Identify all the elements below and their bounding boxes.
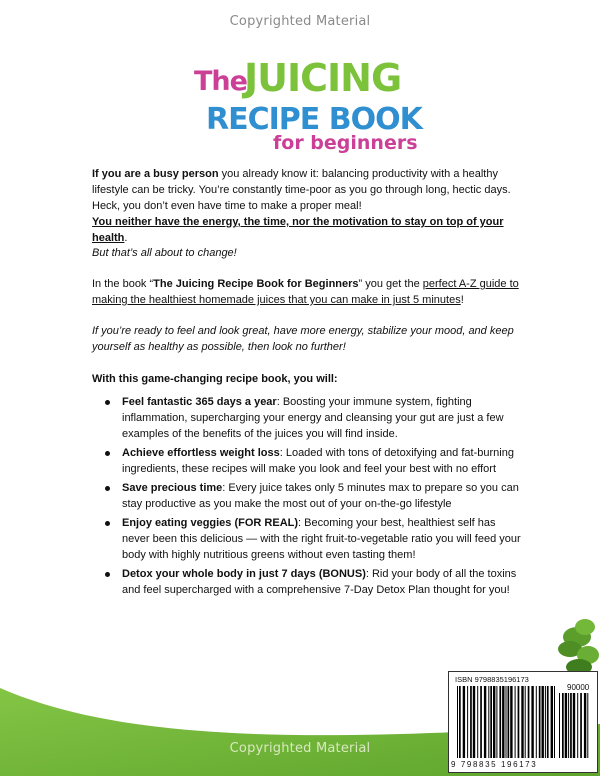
title-for-beginners: for beginners [273, 132, 418, 154]
price-code: 90000 [567, 683, 590, 692]
book-paragraph [92, 276, 522, 308]
benefit-text: : Rid your body of all the toxins and feel supercharged with a comprehensive 7-Day Detox Plan thought for you! [122, 568, 517, 596]
intro-line-4-end: . [124, 232, 128, 244]
copyright-watermark-top: Copyrighted Material [229, 14, 371, 29]
isbn-barcode [448, 671, 598, 773]
intro-line-4: You neither have the energy, the time, nor the motivation to stay on top of your health [92, 216, 504, 244]
benefits-heading: With this game-changing recipe book, you will: [92, 373, 338, 385]
copyright-watermark-bottom: Copyrighted Material [229, 741, 371, 756]
book-name: The Juicing Recipe Book for Beginners [153, 278, 359, 290]
benefit-item [92, 480, 522, 512]
benefit-item [92, 445, 522, 477]
benefit-title: Save precious time [122, 482, 223, 494]
bullet-icon [105, 521, 110, 526]
benefits-list-container [92, 394, 522, 601]
bullet-icon [105, 572, 110, 577]
guide-link-text: perfect A-Z guide to making the healthiest homemade juices that you can make in just 5 minutes [92, 278, 519, 306]
benefits-list [92, 394, 522, 598]
intro-line-3: Heck, you don’t even have time to make a proper meal! [92, 200, 362, 212]
book-paragraph-a: In the book “ [92, 278, 154, 290]
benefit-text: : Boosting your immune system, fighting inflammation, supercharging your energy and cleansing your gut are just a few examples of the benefits of the juices you will find inside. [122, 396, 504, 440]
change-paragraph: But that’s all about to change! [92, 247, 237, 259]
intro-text: you already know it: balancing productivity with a healthy lifestyle can be tricky. You’re constantly time-poor as you go through long, hectic days. [92, 168, 511, 196]
bullet-icon [105, 400, 110, 405]
benefit-item [92, 394, 522, 442]
intro-bold-lead: If you are a busy person [92, 168, 219, 180]
benefit-text: : Loaded with tons of detoxifying and fat-burning ingredients, these recipes will make you look and feel your best with no effort [122, 447, 514, 475]
barcode-bars [457, 686, 557, 758]
barcode-addon-bars [559, 693, 593, 758]
book-paragraph-c: ! [460, 294, 464, 306]
isbn-digits: 9 798835 196173 [451, 760, 538, 769]
title-the: The [194, 66, 247, 97]
bullet-icon [105, 451, 110, 456]
benefit-text: : Every juice takes only 5 minutes max to prepare so you can stay productive as you make the most out of your on-the-go lifestyle [122, 482, 519, 510]
intro-paragraph [92, 166, 522, 246]
title-juicing: JUICING [244, 56, 402, 100]
title-recipe-book: RECIPE BOOK [206, 102, 422, 137]
benefit-title: Achieve effortless weight loss [122, 447, 280, 459]
benefit-item [92, 566, 522, 598]
benefit-title: Enjoy eating veggies (FOR REAL) [122, 517, 299, 529]
benefit-title: Detox your whole body in just 7 days (BONUS) [122, 568, 366, 580]
benefit-title: Feel fantastic 365 days a year [122, 396, 277, 408]
ready-paragraph: If you’re ready to feel and look great, have more energy, stabilize your mood, and keep yourself as healthy as possible, then look no further! [92, 325, 514, 353]
benefit-item [92, 515, 522, 563]
isbn-label: ISBN 9798835196173 [455, 675, 529, 684]
benefit-text: : Becoming your best, healthiest self has never been this delicious — with the right fruit-to-vegetable ratio you will feed your body with highly nutritious greens without even tasting them! [122, 517, 521, 561]
book-paragraph-b: ” you get the [358, 278, 423, 290]
bullet-icon [105, 486, 110, 491]
